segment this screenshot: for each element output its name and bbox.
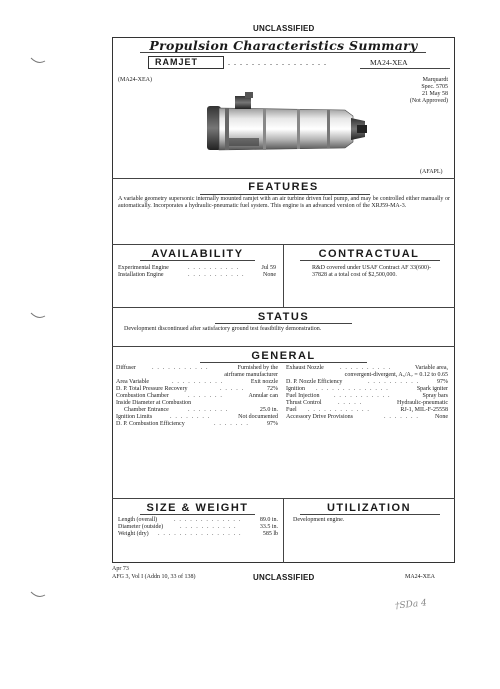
status-text: Development discontinued after satisfactory ground test feasibility demonstration. (124, 326, 322, 332)
size-weight-heading-rule (140, 514, 255, 515)
footer-reference: AFG 3, Vol I (Addn 10, 33 of 138) (112, 574, 196, 580)
punch-mark-middle (30, 311, 46, 321)
footer-designation: MA24-XEA (405, 574, 435, 580)
general-right-column: Exhaust Nozzle . . . . . . . . . . Variable area, convergent-divergent, A₅/A₇ = 0.12 to 0.65 D. P. Nozzle Efficiency . . . . . . . . . . 97% Ignition . . . . . . . . . . . . . . Spark igniter Fuel Injection . . . . . . . . . . . Spray bars Thrust Control . . . . . Hydraulic-pneumatic Fuel . . . . . . . . . . . . RJ-1, MIL-F-25558 Accessory Drive Provisions . . . . . . . None (286, 365, 448, 420)
utilization-text: Development engine. (293, 517, 345, 523)
availability-heading: AVAILABILITY (151, 248, 244, 260)
general-top-rule (112, 346, 455, 347)
status-heading-rule (215, 323, 352, 324)
general-row: Ignition . . . . . . . . . . . . . . Spark igniter (286, 386, 448, 392)
size-weight-row: Weight (dry) . . . . . . . . . . . . . . . . 585 lb (118, 531, 278, 537)
handwritten-mark: †SDa 4 (394, 598, 428, 612)
general-left-column: Diffuser . . . . . . . . . . . Furnished by the airframe manufacturer Area Variable . . . . . . . . . . Exit nozzle D. P. Total Pressure Recovery . . . . . 72% Combustion Chamber . . . . . . . Annular can Inside Diameter at Combustion Chamber Entrance . . . . . . . . 25.0 in. Ignition Limits . . . . . . . . Not documented D. P. Combustion Efficiency . . . . . . . 97% (116, 365, 278, 427)
utilization-heading: UTILIZATION (326, 502, 412, 514)
model-code: (MA24-XEA) (118, 77, 152, 83)
contractual-line-1: R&D covered under USAF Contract AF 33(600)- (312, 265, 431, 271)
footer-date: Apr 73 (112, 566, 129, 572)
size-weight-heading: SIZE & WEIGHT (146, 502, 249, 514)
status-top-rule (112, 307, 455, 308)
features-text: A variable geometry supersonic internally mounted ramjet with an air turbine driven fuel pump, and may be controlled either manually or automatically. Incorporates a hydraulic-pneumatic fuel system. This engine is an advanced version of the XRJ59-MA-3. (118, 196, 450, 209)
features-heading-rule (200, 194, 370, 195)
title-rule (140, 52, 426, 53)
leader-dots: . . . . . . . . . . (188, 265, 240, 271)
features-top-rule (112, 178, 455, 179)
leader-dots: . . . . . . . . . . . (188, 272, 245, 278)
designation-rule (360, 68, 450, 69)
contractual-heading-rule (300, 260, 440, 261)
spec-company: Marquardt (422, 77, 448, 83)
spec-block (380, 77, 448, 105)
availability-value: None (263, 272, 276, 278)
utilization-heading-rule (300, 514, 440, 515)
contractual-text (312, 265, 452, 279)
general-row: Accessory Drive Provisions . . . . . . . None (286, 414, 448, 420)
general-row: Diffuser . . . . . . . . . . . Furnished by the (116, 365, 278, 371)
spec-date: 21 May 58 (422, 91, 448, 97)
ramjet-engine-image (205, 88, 370, 168)
size-weight-row: Diameter (outside) . . . . . . . . . . . 33.5 in. (118, 524, 278, 530)
general-row: Thrust Control . . . . . Hydraulic-pneumatic (286, 400, 448, 406)
general-row: Fuel Injection . . . . . . . . . . . Spray bars (286, 393, 448, 399)
general-row: Exhaust Nozzle . . . . . . . . . . Variable area, (286, 365, 448, 371)
contractual-line-2: 37828 at a total cost of $2,500,000. (312, 272, 397, 278)
spec-approval: (Not Approved) (409, 98, 448, 104)
footer-classification: UNCLASSIFIED (253, 573, 315, 582)
status-heading: STATUS (257, 311, 310, 323)
general-row: Combustion Chamber . . . . . . . Annular can (116, 393, 278, 399)
availability-label: Installation Engine (118, 272, 164, 278)
general-row: Inside Diameter at Combustion (116, 400, 192, 406)
general-row: Fuel . . . . . . . . . . . . RJ-1, MIL-F-25558 (286, 407, 448, 413)
page-title: Propulsion Characteristics Summary (149, 38, 418, 53)
size-weight-row: Length (overall) . . . . . . . . . . . . . 89.0 in. (118, 517, 278, 523)
punch-mark-top (30, 56, 46, 66)
general-row: D. P. Total Pressure Recovery . . . . . 72% (116, 386, 278, 392)
availability-label: Experimental Engine (118, 265, 169, 271)
spec-number: Spec. 5705 (421, 84, 448, 90)
punch-mark-bottom (30, 590, 46, 600)
general-row: D. P. Nozzle Efficiency . . . . . . . . . . 97% (286, 379, 448, 385)
features-heading: FEATURES (248, 181, 319, 193)
designation-dots: . . . . . . . . . . . . . . . . . (228, 58, 327, 67)
top-classification: UNCLASSIFIED (253, 24, 315, 33)
general-row: D. P. Combustion Efficiency . . . . . . . 97% (116, 421, 278, 427)
general-row: Ignition Limits . . . . . . . . Not documented (116, 414, 278, 420)
general-row: Chamber Entrance . . . . . . . . 25.0 in. (124, 407, 278, 413)
general-heading-rule (200, 362, 367, 363)
availability-row (118, 265, 276, 272)
image-credit: (AFAPL) (420, 169, 443, 175)
engine-type: RAMJET (155, 57, 199, 67)
availability-value: Jul 59 (261, 265, 276, 271)
engine-type-box (148, 56, 224, 69)
designation-top: MA24-XEA (370, 58, 408, 67)
general-row: Area Variable . . . . . . . . . . Exit nozzle (116, 379, 278, 385)
availability-heading-rule (140, 260, 255, 261)
contractual-heading: CONTRACTUAL (318, 248, 420, 260)
availability-row (118, 272, 276, 279)
general-heading: GENERAL (251, 350, 316, 362)
